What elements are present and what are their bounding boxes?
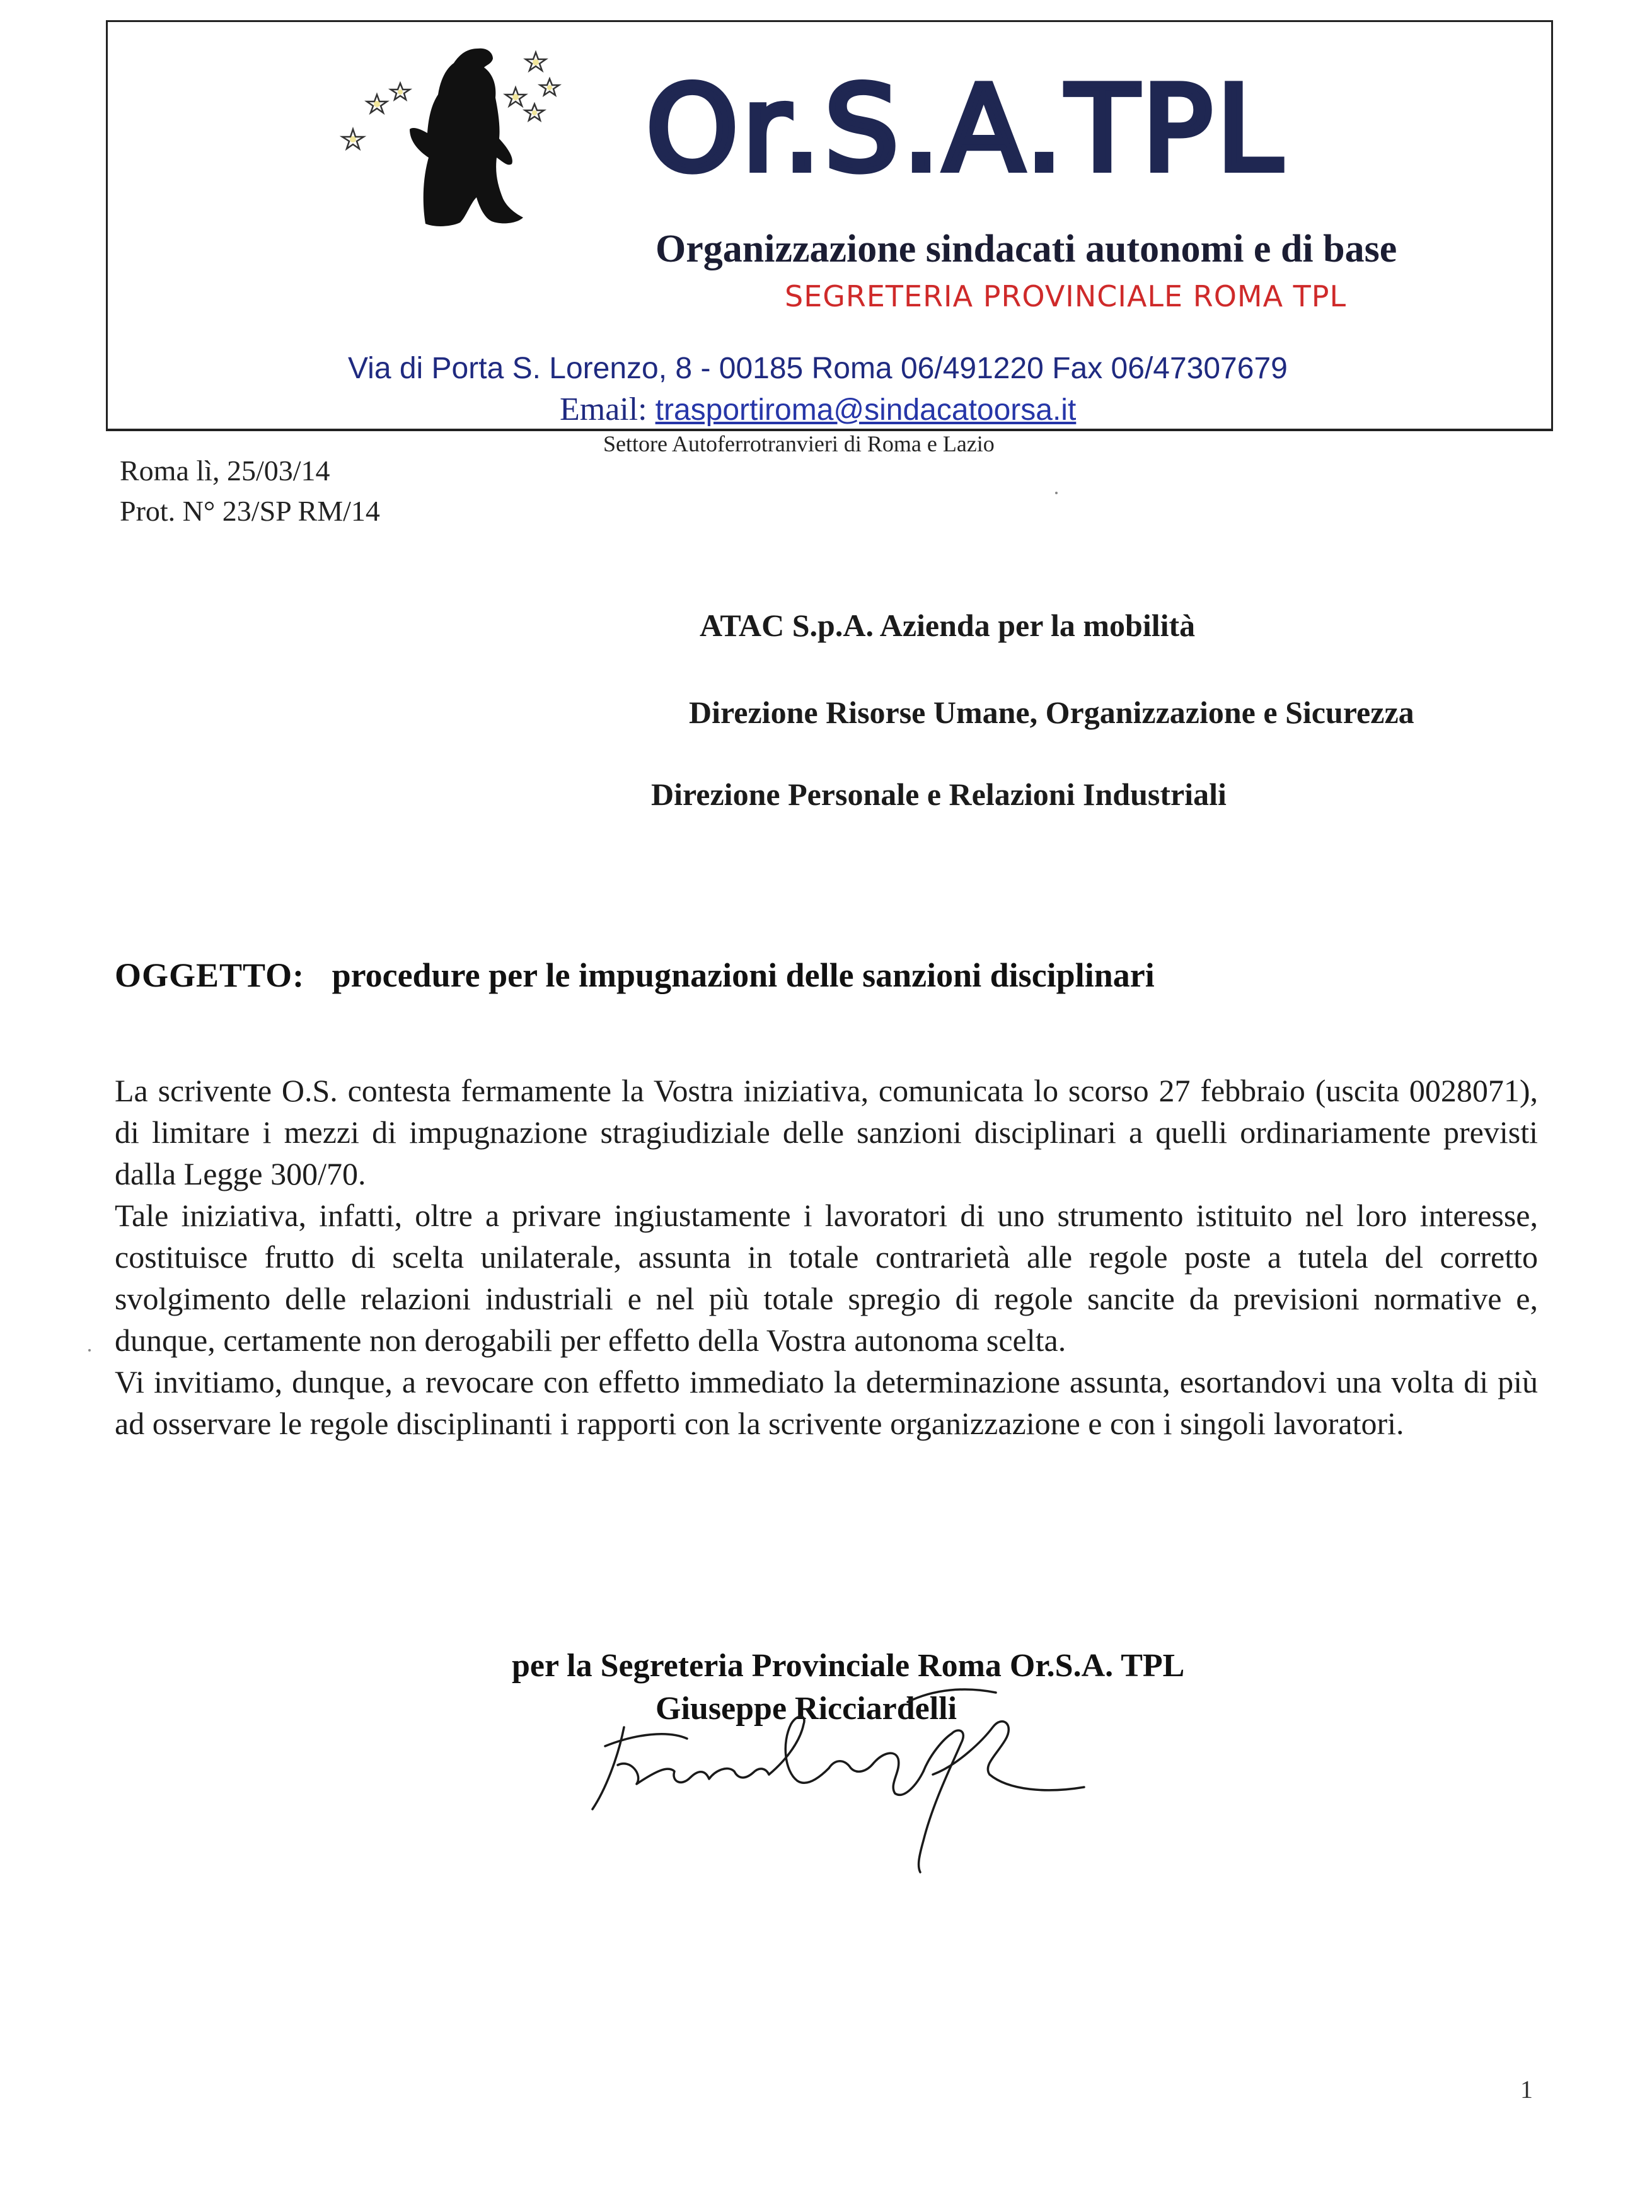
bear-with-stars-icon — [328, 35, 605, 236]
body-paragraph: Vi invitiamo, dunque, a revocare con effetto immediato la determinazione assunta, esortandovi una volta di più ad osservare le regole disciplinanti i rapporti con la scrivente organizzazione e con i singoli lavoratori. — [115, 1364, 1538, 1441]
recipient-line: ATAC S.p.A. Azienda per la mobilità — [700, 608, 1196, 643]
address-line: Via di Porta S. Lorenzo, 8 - 00185 Roma 06/491220 Fax 06/47307679 — [348, 352, 1288, 385]
subject-line — [115, 953, 1501, 997]
sector-line: Settore Autoferrotranvieri di Roma e Lazio — [603, 431, 995, 456]
brand-logotype: Or.S.A.TPL — [646, 61, 1286, 197]
page-number: 1 — [1520, 2075, 1533, 2104]
protocol-number: Prot. N° 23/SP RM/14 — [120, 495, 380, 527]
body-paragraph: La scrivente O.S. contesta fermamente la Vostra iniziativa, comunicata lo scorso 27 febbraio (uscita 0028071), di limitare i mezzi di impugnazione stragiudiziale delle sanzioni disciplinari a quelli ordinariamente previsti dalla Legge 300/70. — [115, 1073, 1538, 1191]
date-line: Roma lì, 25/03/14 — [120, 455, 330, 487]
email-label: Email: — [560, 391, 647, 427]
recipient-line: Direzione Personale e Relazioni Industriali — [651, 777, 1227, 812]
signer-name: Giuseppe Ricciardelli — [656, 1691, 957, 1727]
secretariat-label: SEGRETERIA PROVINCIALE ROMA TPL — [785, 279, 1347, 313]
recipient-line: Direzione Risorse Umane, Organizzazione e Sicurezza — [689, 695, 1414, 730]
email-line — [560, 391, 1190, 429]
subject-text: procedure per le impugnazioni delle sanzioni disciplinari — [332, 956, 1155, 994]
scan-speck — [1055, 492, 1058, 494]
body-paragraph: Tale iniziativa, infatti, oltre a privare ingiustamente i lavoratori di uno strumento istituito nel loro interesse, costituisce frutto di scelta unilaterale, assunta in totale contrarietà alle regole poste a tutela del corretto svolgimento delle relazioni industriali e nel più totale spregio di regole sancite da previsioni normative e, dunque, certamente non derogabili per effetto della Vostra autonoma scelta. — [115, 1198, 1538, 1358]
letter-body — [115, 1070, 1538, 1444]
handwritten-signature-icon — [580, 1664, 1103, 1891]
email-link[interactable]: trasportiroma@sindacatoorsa.it — [655, 393, 1077, 427]
scan-speck — [88, 1349, 91, 1352]
subject-label: OGGETTO: — [115, 956, 305, 994]
signoff-line: per la Segreteria Provinciale Roma Or.S.A. TPL — [512, 1648, 1185, 1684]
org-full-name: Organizzazione sindacati autonomi e di base — [656, 228, 1397, 270]
